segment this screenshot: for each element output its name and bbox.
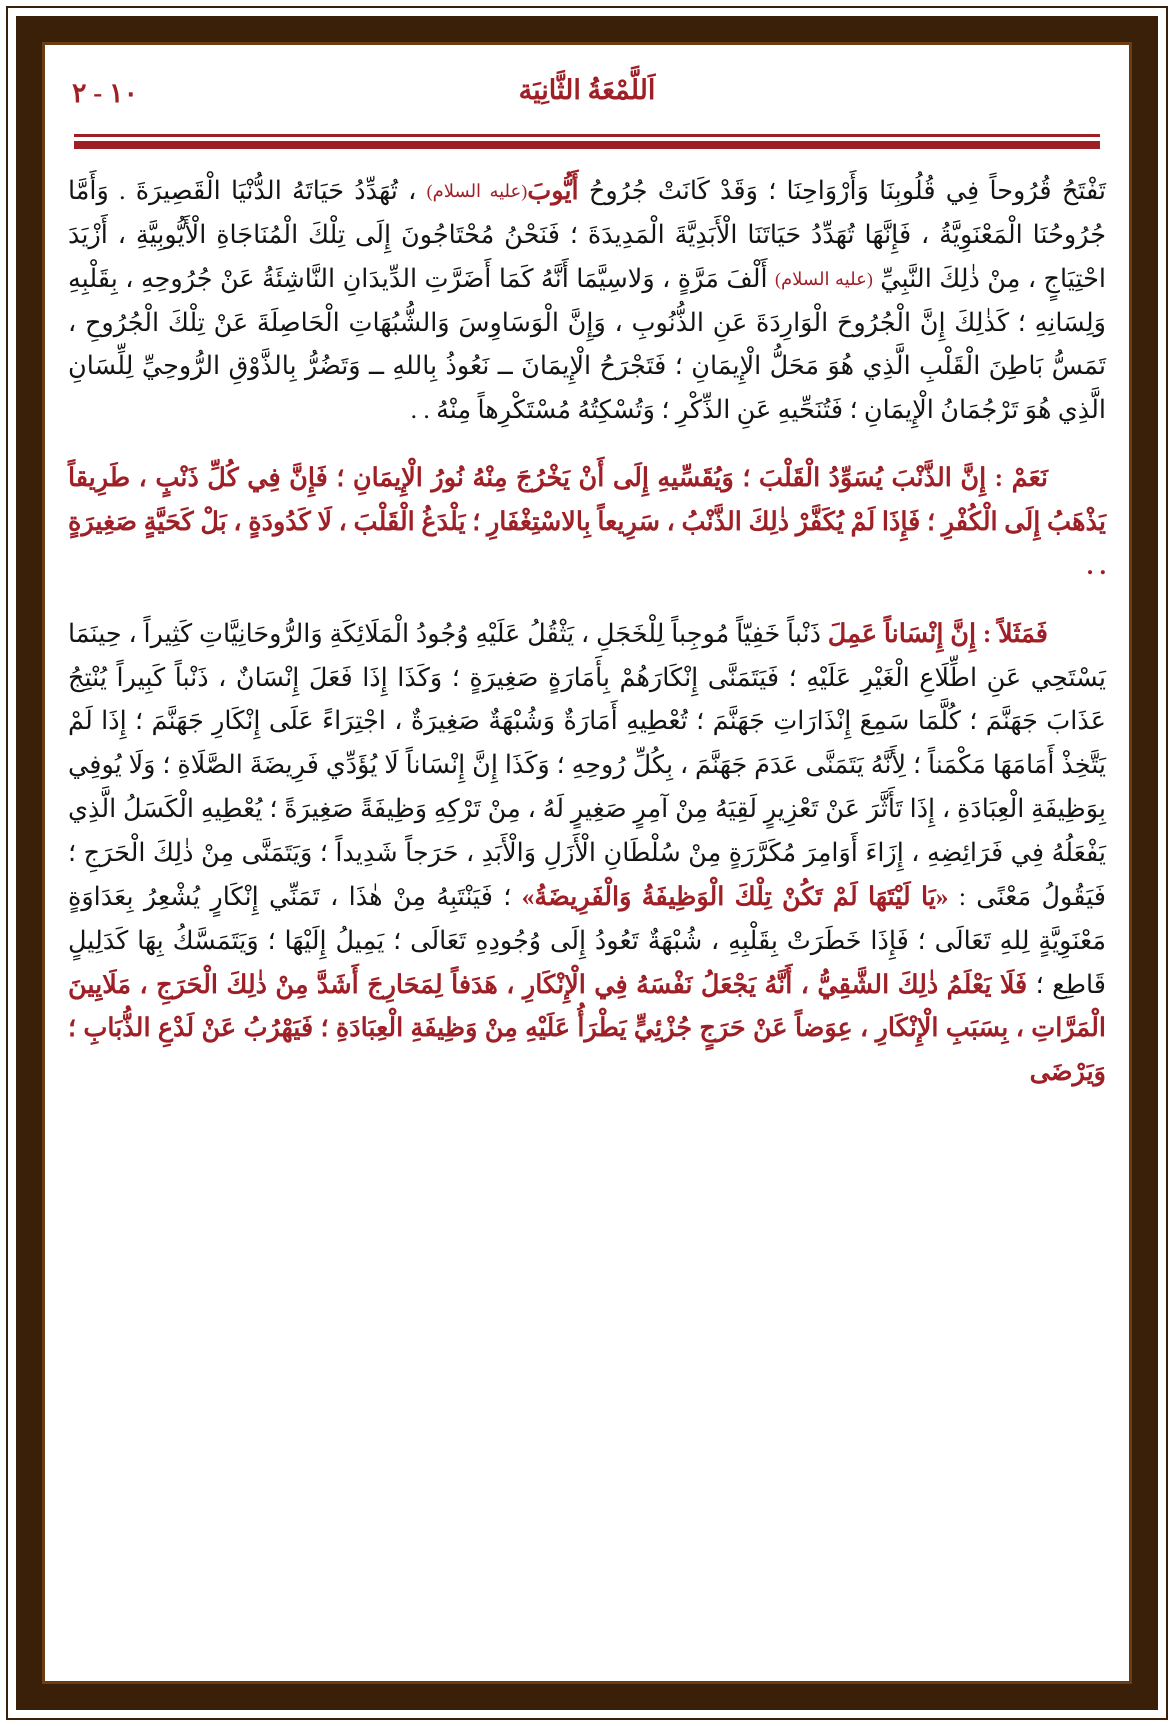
braid-border-top [16, 16, 1158, 42]
divider-rule-thick [74, 141, 1100, 149]
page-number: ١٠ - ٢ [72, 78, 139, 108]
braid-border-bottom [16, 1684, 1158, 1710]
page-header [72, 74, 1102, 128]
paragraph-3-black-body: ذَنْباً خَفِيّاً مُوجِباً لِلْخَجَلِ ، يَثْقُلُ عَلَيْهِ وُجُودُ الْمَلَائِكَةِ وَالرُّوحَانِيَّاتِ كَثِيراً ، حِينَمَا يَسْتَحِي عَنِ اطِّلَاعِ الْغَيْرِ عَلَيْهِ ؛ فَيَتَمَنَّى إِنْكَارَهُمْ بِأَمَارَةٍ صَغِيرَةٍ ؛ وَكَذَا إِذَا فَعَلَ إِنْسَانٌ ، ذَنْباً كَبِيراً يُنْتِجُ عَذَابَ جَهَنَّمَ ؛ كُلَّمَا سَمِعَ إِنْذَارَاتِ جَهَنَّمَ ؛ تُعْطِيهِ أَمَارَةٌ وَشُبْهَةٌ صَغِيرَةٌ ، اجْتِرَاءً عَلَى إِنْكَارِ جَهَنَّمَ ؛ إِذَا لَمْ يَتَّخِذْ أَمَامَهَا مَكْمَناً ؛ لِأَنَّهُ يَتَمَنَّى عَدَمَ جَهَنَّمَ ، بِكُلِّ رُوحِهِ ؛ وَكَذَا إِنَّ إِنْسَاناً لَا يُؤَدِّي فَرِيضَةَ الصَّلَاةِ ؛ وَلَا يُوفِي بِوَظِيفَةِ الْعِبَادَةِ ، إِذَا تَأَثَّرَ عَنْ تَعْزِيرٍ لَقِيَهُ مِنْ آمِرٍ صَغِيرٍ لَهُ ، مِنْ تَرْكِهِ وَظِيفَةً صَغِيرَةً ؛ يُعْطِيهِ الْكَسَلُ الَّذِي يَفْعَلُهُ فِي فَرَائِضِهِ ، إِزَاءَ أَوَامِرَ مُكَرَّرَةٍ مِنْ سُلْطَانِ الْأَزَلِ وَالْأَبَدِ ، حَرَجاً شَدِيداً ؛ وَيَتَمَنَّى مِنْ ذٰلِكَ الْحَرَجِ ؛ فَيَقُولُ مَعْنًى : [68, 618, 1106, 911]
body-text [64, 169, 1110, 1094]
paragraph-1-segment-b: ، تُهَدِّدُ حَيَاتَهُ الدُّنْيَا الْقَصِيرَةَ . وَأَمَّا جُرُوحُنَا الْمَعْنَوِيَّةُ ، فَإِنَّهَا تُهَدِّدُ حَيَاتَنَا الْأَبَدِيَّةَ الْمَدِيدَةَ ؛ فَنَحْنُ مُحْتَاجُونَ إِلَى تِلْكَ الْمُنَاجَاةِ الْأَيُّوبِيَّةِ ، أَزْيَدَ احْتِيَاجٍ ، مِنْ ذٰلِكَ النَّبِيِّ [68, 176, 1106, 293]
braid-border-right [1132, 16, 1158, 1710]
paragraph-1-segment-c: أَلْفَ مَرَّةٍ ، وَلاسِيَّمَا أَنَّهُ كَمَا أَضَرَّتِ الدِّيدَانِ النَّاشِئَةُ عَنْ جُرُوحِهِ ، بِقَلْبِهِ وَلِسَانِهِ ؛ كَذٰلِكَ إِنَّ الْجُرُوحَ الْوَارِدَةَ عَنِ الذُّنُوبِ ، وَإِنَّ الْوَسَاوِسَ وَالشُّبُهَاتِ الْحَاصِلَةَ عَنْ تِلْكَ الْجُرُوحِ ، تَمَسُّ بَاطِنَ الْقَلْبِ الَّذِي هُوَ مَحَلُّ الْإِيمَانِ ؛ فَتَجْرَحُ الْإِيمَانَ ــ نَعُوذُ بِاللهِ ــ وَتَضُرُّ بِالذَّوْقِ الرُّوحِيِّ لِلِّسَانِ الَّذِي هُوَ تَرْجُمَانُ الْإِيمَانِ ؛ فَتُنَحِّيهِ عَنِ الذِّكْرِ ؛ وَتُسْكِتُهُ مُسْتَكْرِهاً مِنْهُ . . [68, 263, 1106, 425]
paragraph-1-segment-a: تَفْتَحُ قُرُوحاً فِي قُلُوبِنَا وَأَرْوَاحِنَا ؛ وَقَدْ كَانَتْ جُرُوحُ [578, 176, 1106, 205]
paragraph-3 [68, 612, 1106, 1094]
honorific-alayhi-salam-2: (عليه السلام) [775, 268, 873, 289]
prophet-name-ayyub: أَيُّوبَ [527, 176, 579, 205]
paragraph-1 [68, 169, 1106, 432]
braid-border-left [16, 16, 42, 1710]
header-divider [74, 134, 1100, 149]
paragraph-3-red-opening: فَمَثَلاً : إِنَّ إِنْسَاناً عَمِلَ [827, 618, 1049, 648]
paragraph-2-red: نَعَمْ : إِنَّ الذَّنْبَ يُسَوِّدُ الْقَلْبَ ؛ وَيُقَسِّيهِ إِلَى أَنْ يَخْرُجَ مِنْهُ نُورُ الْإِيمَانِ ؛ فَإِنَّ فِي كُلِّ ذَنْبٍ ، طَرِيقاً يَذْهَبُ إِلَى الْكُفْرِ ؛ فَإِذَا لَمْ يُكَفَّرْ ذٰلِكَ الذَّنْبُ ، سَرِيعاً بِالاسْتِغْفَارِ ؛ يَلْدَغُ الْقَلْبَ ، لَا كَدُودَةٍ ، بَلْ كَحَيَّةٍ صَغِيرَةٍ . . [68, 463, 1106, 580]
inline-quotation: «يَا لَيْتَهَا لَمْ تَكُنْ تِلْكَ الْوَظِيفَةُ وَالْفَرِيضَةُ» [521, 881, 949, 911]
page-content [46, 46, 1128, 1680]
paragraph-4-red: فَلَا يَعْلَمُ ذٰلِكَ الشَّقِيُّ ، أَنَّهُ يَجْعَلُ نَفْسَهُ فِي الْإِنْكَارِ ، هَدَفاً لِمَحَارِجَ أَشَدَّ مِنْ ذٰلِكَ الْحَرَجِ ، مَلَايِينَ الْمَرَّاتِ ، بِسَبَبِ الْإِنْكَارِ ، عِوَضاً عَنْ حَرَجٍ جُزْئِيٍّ يَطْرَأُ عَلَيْهِ مِنْ وَظِيفَةِ الْعِبَادَةِ ؛ فَيَهْرُبُ عَنْ لَدْعِ الذُّبَابِ ؛ وَيَرْضَى [68, 969, 1106, 1087]
paragraph-3-black-continued: ؛ فَيَنْتَبِهُ مِنْ هٰذَا ، تَمَنِّي إِنْكَارٍ يُشْعِرُ بِعَدَاوَةٍ مَعْنَوِيَّةٍ لِلهِ تَعَالَى ؛ فَإِذَا خَطَرَتْ بِقَلْبِهِ ، شُبْهَةٌ تَعُودُ إِلَى وُجُودِهِ تَعَالَى ؛ يَمِيلُ إِلَيْهَا ؛ وَيَتَمَسَّكُ بِهَا كَدَلِيلٍ قَاطِع ؛ [68, 881, 1106, 999]
honorific-alayhi-salam-1: (عليه السلام) [426, 181, 528, 201]
page-title: اَللَّمْعَةُ الثَّانِيَة [518, 75, 656, 105]
